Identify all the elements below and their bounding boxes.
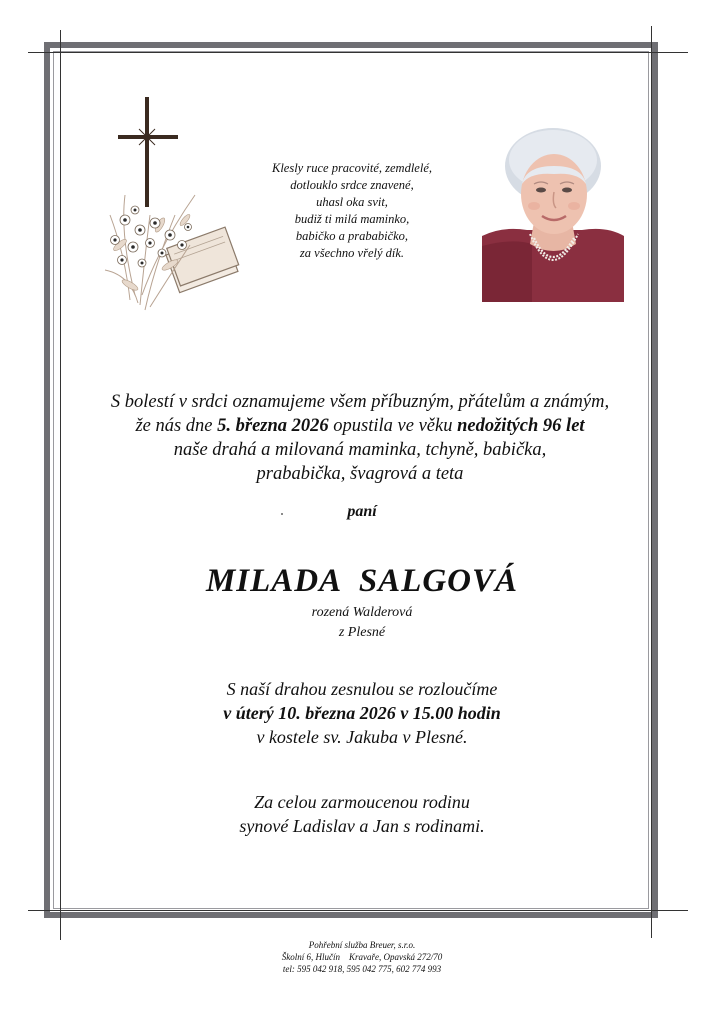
- announcement-text: [70, 390, 650, 486]
- portrait-photo: [482, 126, 624, 302]
- funeral-phones: tel: 595 042 918, 595 042 775, 602 774 993: [282, 964, 442, 974]
- family-line: Za celou zarmoucenou rodinu: [254, 792, 470, 812]
- poem-line: uhasl oka svit,: [316, 195, 388, 209]
- death-date: 5. března 2026: [217, 416, 329, 436]
- ceremony-line: S naší drahou zesnulou se rozloučíme: [226, 679, 498, 699]
- poem-line: za všechno vřelý dík.: [299, 246, 405, 260]
- poem-line: dotlouklo srdce znavené,: [290, 178, 414, 192]
- deceased-name: MILADA SALGOVÁ: [205, 563, 519, 599]
- family-signature: [0, 790, 724, 838]
- announcement-line: naše drahá a milovaná maminka, tchyně, babička,: [173, 440, 547, 460]
- announcement-line: [70, 414, 650, 438]
- announcement-line: S bolestí v srdci oznamujeme všem příbuzným, přátelům a známým,: [110, 392, 610, 412]
- poem-line: Klesly ruce pracovité, zemdlelé,: [271, 161, 433, 175]
- age: nedožitých 96 let: [457, 416, 585, 436]
- poem-line: babičko a prababičko,: [295, 229, 409, 243]
- maiden-name: rozená Walderová: [311, 605, 413, 620]
- funeral-address: Školní 6, Hlučín Kravaře, Opavská 272/70: [281, 952, 443, 962]
- ceremony-location: v kostele sv. Jakuba v Plesné.: [256, 727, 468, 747]
- ceremony-info: [0, 677, 724, 749]
- corner-line-bottom: [28, 910, 688, 911]
- corner-line-top: [28, 52, 688, 53]
- announcement-text-part: že nás dne: [135, 416, 218, 436]
- poem-verse: [232, 160, 472, 262]
- funeral-service-footer: [0, 939, 724, 975]
- announcement-text-part: opustila ve věku: [328, 416, 458, 436]
- maiden-name-block: [0, 603, 724, 643]
- hometown: z Plesné: [338, 625, 386, 640]
- ceremony-datetime: v úterý 10. března 2026 v 15.00 hodin: [223, 703, 501, 723]
- poem-line: budiž ti milá maminko,: [294, 212, 410, 226]
- announcement-line: prababička, švagrová a teta: [256, 464, 464, 484]
- funeral-company: Pohřební služba Breuer, s.r.o.: [308, 940, 416, 950]
- family-line: synové Ladislav a Jan s rodinami.: [239, 816, 485, 836]
- salutation: paní: [347, 503, 377, 520]
- cross-flowers-icon: [100, 95, 245, 330]
